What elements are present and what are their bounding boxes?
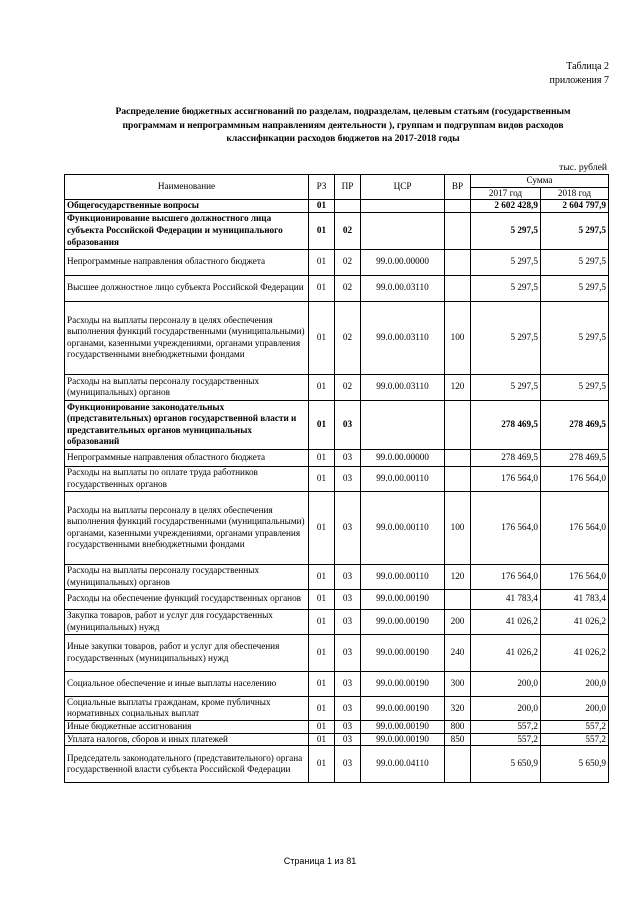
cell-rz: 01 xyxy=(309,746,335,783)
page-number: Страница 1 из 81 xyxy=(283,856,357,866)
cell-name: Иные закупки товаров, работ и услуг для обеспечения государственных (муниципальных) нужд xyxy=(65,634,309,671)
cell-2018: 41 026,2 xyxy=(541,634,609,671)
cell-name: Иные бюджетные ассигнования xyxy=(65,720,309,733)
cell-vr: 100 xyxy=(445,491,471,564)
units-label: тыс. рублей xyxy=(559,162,607,173)
cell-name: Председатель законодательного (представительного) органа государственной власти субъекта Российской Федерации xyxy=(65,746,309,783)
cell-vr: 120 xyxy=(445,564,471,589)
cell-pr: 03 xyxy=(335,609,361,634)
cell-2017: 176 564,0 xyxy=(471,491,541,564)
cell-pr: 03 xyxy=(335,491,361,564)
table-row xyxy=(65,466,609,491)
cell-vr xyxy=(445,746,471,783)
cell-2017: 41 783,4 xyxy=(471,589,541,609)
cell-2018: 557,2 xyxy=(541,733,609,746)
cell-vr xyxy=(445,400,471,449)
cell-csr: 99.0.00.03110 xyxy=(361,374,445,400)
cell-name: Расходы на выплаты персоналу государственных (муниципальных) органов xyxy=(65,564,309,589)
cell-2017: 176 564,0 xyxy=(471,564,541,589)
cell-rz: 01 xyxy=(309,564,335,589)
cell-vr xyxy=(445,449,471,466)
cell-name: Социальные выплаты гражданам, кроме публичных нормативных социальных выплат xyxy=(65,696,309,720)
cell-name: Функционирование высшего должностного лица субъекта Российской Федерации и муниципального образования xyxy=(65,212,309,249)
cell-2018: 2 604 797,9 xyxy=(541,200,609,213)
cell-rz: 01 xyxy=(309,720,335,733)
cell-name: Высшее должностное лицо субъекта Российской Федерации xyxy=(65,275,309,301)
cell-2017: 41 026,2 xyxy=(471,609,541,634)
cell-csr: 99.0.00.00190 xyxy=(361,589,445,609)
cell-2017: 5 650,9 xyxy=(471,746,541,783)
table-row xyxy=(65,696,609,720)
table-row xyxy=(65,275,609,301)
cell-2018: 41 783,4 xyxy=(541,589,609,609)
table-row xyxy=(65,733,609,746)
cell-rz: 01 xyxy=(309,249,335,275)
budget-table xyxy=(64,174,609,783)
cell-vr: 240 xyxy=(445,634,471,671)
cell-pr: 03 xyxy=(335,671,361,696)
cell-rz: 01 xyxy=(309,634,335,671)
table-body xyxy=(65,200,609,783)
table-row xyxy=(65,200,609,213)
table-row xyxy=(65,374,609,400)
cell-vr: 320 xyxy=(445,696,471,720)
cell-vr: 120 xyxy=(445,374,471,400)
cell-pr: 02 xyxy=(335,301,361,374)
cell-2017: 278 469,5 xyxy=(471,400,541,449)
cell-vr: 300 xyxy=(445,671,471,696)
cell-2018: 5 297,5 xyxy=(541,301,609,374)
cell-rz: 01 xyxy=(309,212,335,249)
table-row xyxy=(65,491,609,564)
cell-name: Функционирование законодательных (представительных) органов государственной власти и представительных органов муниципальных образований xyxy=(65,400,309,449)
cell-2017: 5 297,5 xyxy=(471,249,541,275)
cell-name: Общегосударственные вопросы xyxy=(65,200,309,213)
header-rz: РЗ xyxy=(309,175,335,200)
cell-name: Непрограммные направления областного бюджета xyxy=(65,249,309,275)
cell-csr: 99.0.00.00190 xyxy=(361,671,445,696)
table-number: Таблица 2 xyxy=(566,61,609,72)
cell-rz: 01 xyxy=(309,374,335,400)
cell-pr: 03 xyxy=(335,634,361,671)
cell-rz: 01 xyxy=(309,400,335,449)
table-caption xyxy=(550,60,609,88)
table-row xyxy=(65,564,609,589)
cell-pr xyxy=(335,200,361,213)
cell-2017: 200,0 xyxy=(471,696,541,720)
cell-2018: 200,0 xyxy=(541,671,609,696)
cell-vr: 200 xyxy=(445,609,471,634)
cell-2018: 41 026,2 xyxy=(541,609,609,634)
cell-csr: 99.0.00.00000 xyxy=(361,449,445,466)
cell-rz: 01 xyxy=(309,733,335,746)
cell-2018: 557,2 xyxy=(541,720,609,733)
header-2017: 2017 год xyxy=(471,187,541,200)
cell-csr: 99.0.00.03110 xyxy=(361,275,445,301)
table-row xyxy=(65,449,609,466)
cell-rz: 01 xyxy=(309,466,335,491)
cell-pr: 02 xyxy=(335,275,361,301)
cell-name: Непрограммные направления областного бюджета xyxy=(65,449,309,466)
appendix-number: приложения 7 xyxy=(549,75,609,86)
table-row xyxy=(65,301,609,374)
table-row xyxy=(65,671,609,696)
cell-pr: 03 xyxy=(335,589,361,609)
cell-2018: 278 469,5 xyxy=(541,449,609,466)
header-name: Наименование xyxy=(65,175,309,200)
cell-2017: 5 297,5 xyxy=(471,301,541,374)
table-row xyxy=(65,720,609,733)
table-row xyxy=(65,249,609,275)
table-row xyxy=(65,634,609,671)
cell-2018: 176 564,0 xyxy=(541,466,609,491)
cell-rz: 01 xyxy=(309,301,335,374)
cell-vr: 850 xyxy=(445,733,471,746)
cell-pr: 02 xyxy=(335,212,361,249)
cell-rz: 01 xyxy=(309,671,335,696)
cell-csr: 99.0.00.00000 xyxy=(361,249,445,275)
cell-vr xyxy=(445,466,471,491)
cell-pr: 02 xyxy=(335,249,361,275)
cell-csr xyxy=(361,400,445,449)
table-row xyxy=(65,212,609,249)
table-row xyxy=(65,400,609,449)
cell-rz: 01 xyxy=(309,275,335,301)
table-row xyxy=(65,589,609,609)
cell-csr: 99.0.00.00110 xyxy=(361,564,445,589)
cell-vr xyxy=(445,249,471,275)
cell-name: Уплата налогов, сборов и иных платежей xyxy=(65,733,309,746)
cell-rz: 01 xyxy=(309,609,335,634)
cell-pr: 03 xyxy=(335,564,361,589)
cell-name: Социальное обеспечение и иные выплаты населению xyxy=(65,671,309,696)
cell-rz: 01 xyxy=(309,200,335,213)
cell-2017: 5 297,5 xyxy=(471,374,541,400)
cell-vr: 100 xyxy=(445,301,471,374)
header-vr: ВР xyxy=(445,175,471,200)
cell-csr: 99.0.00.00190 xyxy=(361,609,445,634)
cell-pr: 03 xyxy=(335,449,361,466)
cell-rz: 01 xyxy=(309,449,335,466)
cell-2018: 5 297,5 xyxy=(541,374,609,400)
cell-csr: 99.0.00.00110 xyxy=(361,466,445,491)
cell-2017: 5 297,5 xyxy=(471,212,541,249)
cell-2018: 5 297,5 xyxy=(541,275,609,301)
cell-csr: 99.0.00.04110 xyxy=(361,746,445,783)
cell-name: Расходы на выплаты по оплате труда работников государственных органов xyxy=(65,466,309,491)
cell-rz: 01 xyxy=(309,491,335,564)
cell-2017: 200,0 xyxy=(471,671,541,696)
cell-csr: 99.0.00.00190 xyxy=(361,634,445,671)
cell-name: Закупка товаров, работ и услуг для государственных (муниципальных) нужд xyxy=(65,609,309,634)
cell-vr xyxy=(445,200,471,213)
cell-2017: 176 564,0 xyxy=(471,466,541,491)
cell-vr xyxy=(445,589,471,609)
cell-rz: 01 xyxy=(309,696,335,720)
cell-csr: 99.0.00.00190 xyxy=(361,696,445,720)
cell-pr: 03 xyxy=(335,733,361,746)
table-row xyxy=(65,746,609,783)
cell-2018: 176 564,0 xyxy=(541,491,609,564)
cell-name: Расходы на выплаты персоналу в целях обеспечения выполнения функций государственными (муниципальными) органами, казенными учреждениями, органами управления государственными внебюджетными фондами xyxy=(65,301,309,374)
cell-2017: 557,2 xyxy=(471,720,541,733)
cell-pr: 03 xyxy=(335,696,361,720)
cell-csr xyxy=(361,200,445,213)
cell-csr: 99.0.00.03110 xyxy=(361,301,445,374)
cell-2017: 557,2 xyxy=(471,733,541,746)
cell-csr: 99.0.00.00190 xyxy=(361,720,445,733)
cell-csr: 99.0.00.00190 xyxy=(361,733,445,746)
cell-pr: 03 xyxy=(335,720,361,733)
table-row xyxy=(65,609,609,634)
cell-csr xyxy=(361,212,445,249)
cell-pr: 03 xyxy=(335,466,361,491)
cell-2017: 2 602 428,9 xyxy=(471,200,541,213)
cell-name: Расходы на обеспечение функций государственных органов xyxy=(65,589,309,609)
cell-2018: 5 297,5 xyxy=(541,249,609,275)
cell-pr: 02 xyxy=(335,374,361,400)
header-csr: ЦСР xyxy=(361,175,445,200)
cell-2018: 5 297,5 xyxy=(541,212,609,249)
cell-2017: 41 026,2 xyxy=(471,634,541,671)
header-sum: Сумма xyxy=(471,175,609,188)
cell-vr: 800 xyxy=(445,720,471,733)
cell-name: Расходы на выплаты персоналу государственных (муниципальных) органов xyxy=(65,374,309,400)
cell-name: Расходы на выплаты персоналу в целях обеспечения выполнения функций государственными (муниципальными) органами, казенными учреждениями, органами управления государственными внебюджетными фондами xyxy=(65,491,309,564)
cell-2017: 278 469,5 xyxy=(471,449,541,466)
cell-2018: 278 469,5 xyxy=(541,400,609,449)
header-2018: 2018 год xyxy=(541,187,609,200)
cell-vr xyxy=(445,275,471,301)
cell-2017: 5 297,5 xyxy=(471,275,541,301)
cell-csr: 99.0.00.00110 xyxy=(361,491,445,564)
cell-rz: 01 xyxy=(309,589,335,609)
cell-pr: 03 xyxy=(335,400,361,449)
cell-2018: 5 650,9 xyxy=(541,746,609,783)
cell-pr: 03 xyxy=(335,746,361,783)
page-title: Распределение бюджетных ассигнований по разделам, подразделам, целевым статьям (государственным программам и непрограммным направлениям деятельности ), группам и подгруппам видов расходов классификации расходов бюджетов на 2017-2018 годы xyxy=(115,106,571,144)
cell-vr xyxy=(445,212,471,249)
header-pr: ПР xyxy=(335,175,361,200)
cell-2018: 176 564,0 xyxy=(541,564,609,589)
cell-2018: 200,0 xyxy=(541,696,609,720)
